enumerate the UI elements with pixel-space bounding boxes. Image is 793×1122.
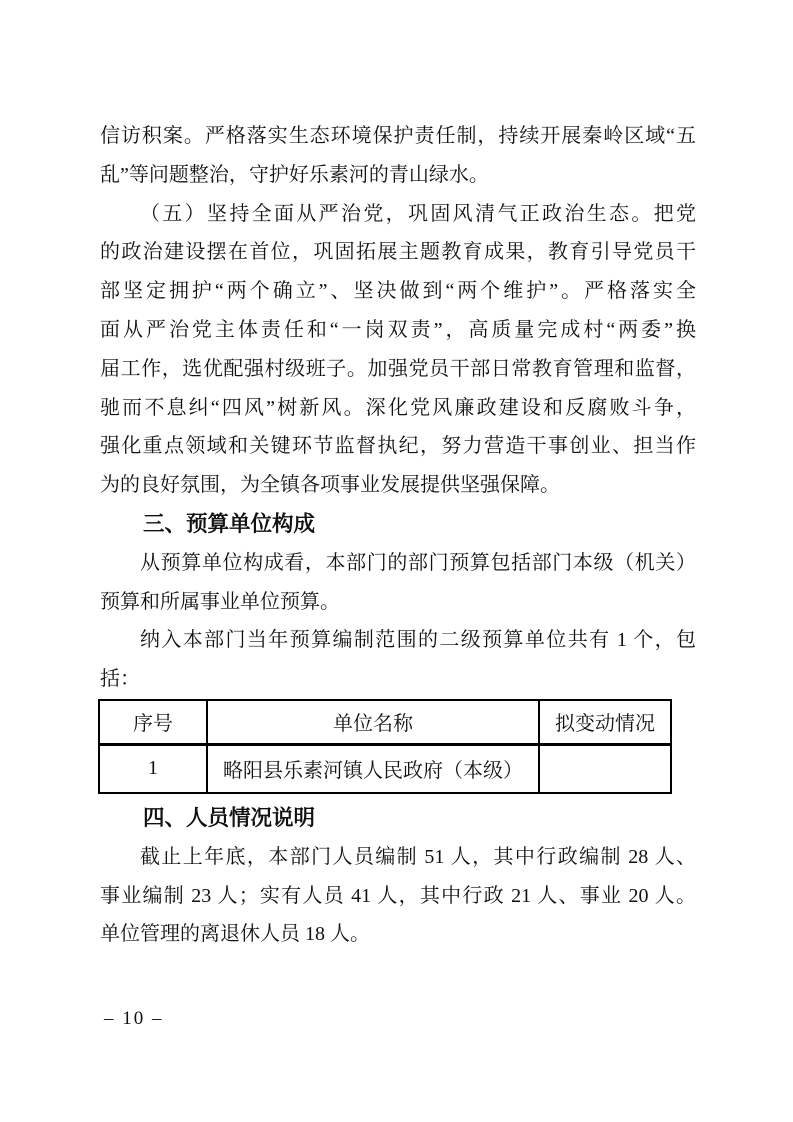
- table-cell-no: 1: [99, 744, 207, 793]
- section-heading-4: 四、人员情况说明: [143, 805, 316, 830]
- body-line: 截止上年底，本部门人员编制 51 人，其中行政编制 28 人、: [140, 845, 696, 868]
- table-header-row: [99, 700, 671, 745]
- body-line: 强化重点领域和关键环节监督执纪，努力营造干事创业、担当作: [100, 435, 696, 458]
- body-line: （五）坚持全面从严治党，巩固风清气正政治生态。把党: [140, 202, 696, 225]
- page-number: – 10 –: [104, 1008, 164, 1029]
- body-line: 信访积案。严格落实生态环境保护责任制，持续开展秦岭区域“五: [100, 125, 696, 147]
- table-row: [99, 744, 671, 793]
- body-line: 纳入本部门当年预算编制范围的二级预算单位共有 1 个，包: [140, 629, 696, 652]
- body-line: 括：: [100, 668, 140, 691]
- body-line: 单位管理的离退休人员 18 人。: [100, 923, 370, 946]
- body-line: 驰而不息纠“四风”树新风。深化党风廉政建设和反腐败斗争，: [100, 396, 696, 419]
- body-line: 部坚定拥护“两个确立”、坚决做到“两个维护”。严格落实全: [100, 280, 696, 303]
- body-line: 预算和所属事业单位预算。: [100, 590, 340, 613]
- budget-units-table: [98, 699, 672, 794]
- table-cell-change: [539, 744, 671, 793]
- section-heading-3: 三、预算单位构成: [143, 511, 316, 536]
- table-cell-name: 略阳县乐素河镇人民政府（本级）: [207, 744, 539, 793]
- table-header-cell-name: 单位名称: [207, 700, 539, 745]
- body-line: 事业编制 23 人；实有人员 41 人，其中行政 21 人、事业 20 人。: [100, 884, 696, 907]
- table-header-cell-change: 拟变动情况: [539, 700, 671, 745]
- table-header-cell-no: 序号: [99, 700, 207, 745]
- body-line: 的政治建设摆在首位，巩固拓展主题教育成果，教育引导党员干: [100, 241, 696, 264]
- body-line: 面从严治党主体责任和“一岗双责”，高质量完成村“两委”换: [100, 318, 696, 341]
- body-line: 届工作，选优配强村级班子。加强党员干部日常教育管理和监督，: [100, 357, 696, 380]
- document-body: [100, 117, 696, 954]
- body-line: 乱”等问题整治，守护好乐素河的青山绿水。: [100, 163, 489, 186]
- body-line: 从预算单位构成看，本部门的部门预算包括部门本级（机关）: [140, 551, 696, 574]
- body-line: 为的良好氛围，为全镇各项事业发展提供坚强保障。: [100, 474, 560, 497]
